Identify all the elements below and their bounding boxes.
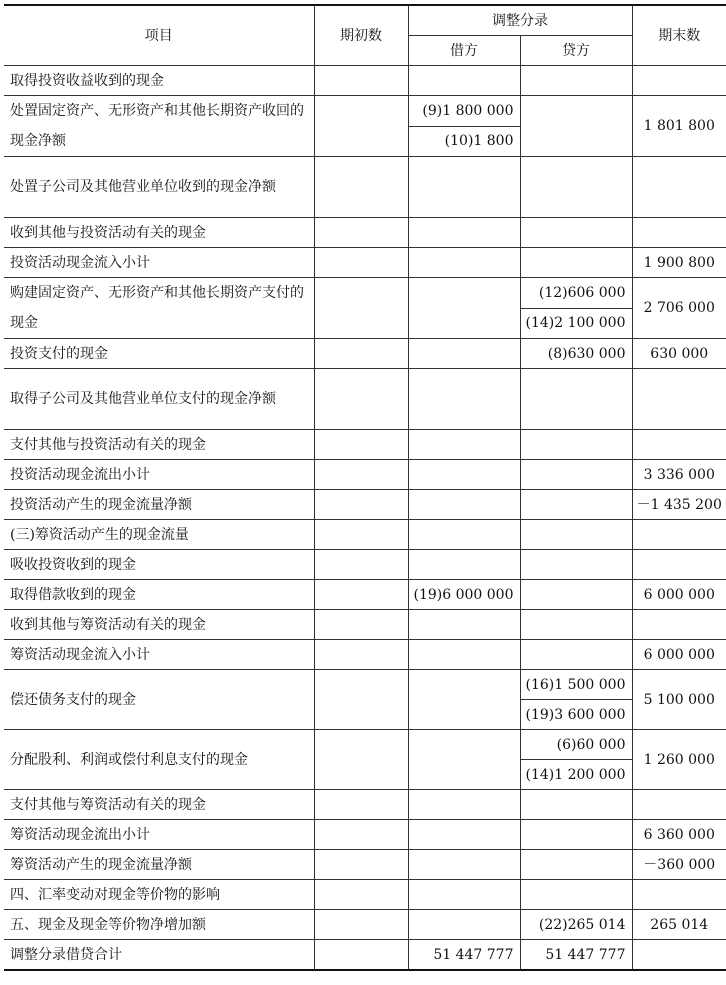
header-opening: 期初数 <box>314 5 408 66</box>
row-debit <box>408 640 520 670</box>
row-item: 筹资活动产生的现金流量净额 <box>4 850 314 880</box>
row-debit <box>408 790 520 820</box>
table-row <box>4 460 726 490</box>
row-closing: 2 706 000 <box>632 278 726 339</box>
row-opening <box>314 66 408 96</box>
row-closing <box>632 610 726 640</box>
row-credit <box>520 218 632 248</box>
row-credit <box>520 550 632 580</box>
row-closing <box>632 369 726 430</box>
table-row <box>4 940 726 971</box>
row-opening <box>314 910 408 940</box>
header-adjustments: 调整分录 <box>408 5 632 36</box>
row-credit <box>520 640 632 670</box>
row-closing: 1 900 800 <box>632 248 726 278</box>
row-closing: －360 000 <box>632 850 726 880</box>
table-row <box>4 640 726 670</box>
row-opening <box>314 790 408 820</box>
row-debit <box>408 339 520 369</box>
row-opening <box>314 820 408 850</box>
row-closing: 1 801 800 <box>632 96 726 157</box>
row-opening <box>314 850 408 880</box>
table-row <box>4 790 726 820</box>
row-closing <box>632 790 726 820</box>
row-credit <box>520 580 632 610</box>
row-debit <box>408 670 520 730</box>
table-row <box>4 278 726 309</box>
row-item: 筹资活动现金流出小计 <box>4 820 314 850</box>
row-opening <box>314 880 408 910</box>
row-item: 筹资活动现金流入小计 <box>4 640 314 670</box>
table-row <box>4 670 726 700</box>
row-debit <box>408 430 520 460</box>
table-row <box>4 910 726 940</box>
row-opening <box>314 278 408 339</box>
table-row <box>4 550 726 580</box>
header-item: 项目 <box>4 5 314 66</box>
table-row <box>4 430 726 460</box>
row-item: 分配股利、利润或偿付利息支付的现金 <box>4 730 314 790</box>
table-row <box>4 339 726 369</box>
row-credit: (22)265 014 <box>520 910 632 940</box>
row-debit <box>408 820 520 850</box>
row-debit <box>408 850 520 880</box>
row-item: 处置子公司及其他营业单位收到的现金净额 <box>4 157 314 218</box>
row-debit <box>408 248 520 278</box>
row-opening <box>314 157 408 218</box>
row-opening <box>314 218 408 248</box>
header-debit: 借方 <box>408 36 520 66</box>
row-item: 支付其他与筹资活动有关的现金 <box>4 790 314 820</box>
row-item: 取得子公司及其他营业单位支付的现金净额 <box>4 369 314 430</box>
row-opening <box>314 430 408 460</box>
row-closing: －1 435 200 <box>632 490 726 520</box>
row-item: 投资活动现金流入小计 <box>4 248 314 278</box>
row-opening <box>314 96 408 157</box>
row-debit: (19)6 000 000 <box>408 580 520 610</box>
row-closing: 6 000 000 <box>632 580 726 610</box>
row-opening <box>314 490 408 520</box>
table-row <box>4 730 726 760</box>
row-item: (三)筹资活动产生的现金流量 <box>4 520 314 550</box>
row-opening <box>314 640 408 670</box>
row-debit <box>408 66 520 96</box>
row-item: 收到其他与筹资活动有关的现金 <box>4 610 314 640</box>
row-credit <box>520 790 632 820</box>
row-closing <box>632 880 726 910</box>
row-item: 吸收投资收到的现金 <box>4 550 314 580</box>
row-credit: 51 447 777 <box>520 940 632 971</box>
row-credit <box>520 96 632 157</box>
row-closing: 3 336 000 <box>632 460 726 490</box>
row-item: 调整分录借贷合计 <box>4 940 314 971</box>
row-debit <box>408 218 520 248</box>
row-item: 取得借款收到的现金 <box>4 580 314 610</box>
row-item: 取得投资收益收到的现金 <box>4 66 314 96</box>
table-row <box>4 96 726 127</box>
table-row <box>4 490 726 520</box>
row-item: 投资支付的现金 <box>4 339 314 369</box>
table-row <box>4 820 726 850</box>
row-debit: (9)1 800 000 <box>408 96 520 127</box>
table-row <box>4 850 726 880</box>
row-credit <box>520 610 632 640</box>
header-credit: 贷方 <box>520 36 632 66</box>
row-closing <box>632 66 726 96</box>
row-opening <box>314 610 408 640</box>
row-debit <box>408 730 520 790</box>
row-credit <box>520 369 632 430</box>
row-debit <box>408 550 520 580</box>
row-credit: (19)3 600 000 <box>520 700 632 730</box>
row-debit <box>408 460 520 490</box>
row-debit: (10)1 800 <box>408 126 520 157</box>
row-closing: 1 260 000 <box>632 730 726 790</box>
row-closing <box>632 520 726 550</box>
row-credit: (8)630 000 <box>520 339 632 369</box>
table-row <box>4 610 726 640</box>
row-credit <box>520 490 632 520</box>
row-credit <box>520 820 632 850</box>
row-credit <box>520 850 632 880</box>
row-closing: 630 000 <box>632 339 726 369</box>
row-opening <box>314 369 408 430</box>
row-closing <box>632 550 726 580</box>
row-debit <box>408 910 520 940</box>
table-body <box>4 66 726 971</box>
row-item: 投资活动现金流出小计 <box>4 460 314 490</box>
row-closing <box>632 157 726 218</box>
row-item: 收到其他与投资活动有关的现金 <box>4 218 314 248</box>
row-closing: 5 100 000 <box>632 670 726 730</box>
row-item: 购建固定资产、无形资产和其他长期资产支付的现金 <box>4 278 314 339</box>
row-opening <box>314 520 408 550</box>
row-opening <box>314 730 408 790</box>
row-closing: 265 014 <box>632 910 726 940</box>
row-credit: (16)1 500 000 <box>520 670 632 700</box>
row-debit <box>408 157 520 218</box>
row-debit <box>408 880 520 910</box>
row-opening <box>314 460 408 490</box>
row-item: 四、汇率变动对现金等价物的影响 <box>4 880 314 910</box>
row-opening <box>314 670 408 730</box>
table-row <box>4 369 726 430</box>
table-row <box>4 157 726 218</box>
table-row <box>4 580 726 610</box>
row-credit <box>520 520 632 550</box>
table-row <box>4 880 726 910</box>
row-opening <box>314 550 408 580</box>
row-closing <box>632 430 726 460</box>
row-item: 五、现金及现金等价物净增加额 <box>4 910 314 940</box>
row-opening <box>314 580 408 610</box>
row-debit <box>408 610 520 640</box>
row-opening <box>314 248 408 278</box>
row-debit: 51 447 777 <box>408 940 520 971</box>
row-closing: 6 360 000 <box>632 820 726 850</box>
table-row <box>4 248 726 278</box>
row-credit: (12)606 000 <box>520 278 632 309</box>
row-credit <box>520 430 632 460</box>
row-opening <box>314 339 408 369</box>
row-item: 处置固定资产、无形资产和其他长期资产收回的现金净额 <box>4 96 314 157</box>
row-item: 投资活动产生的现金流量净额 <box>4 490 314 520</box>
row-debit <box>408 490 520 520</box>
row-credit <box>520 880 632 910</box>
row-credit <box>520 460 632 490</box>
row-item: 偿还债务支付的现金 <box>4 670 314 730</box>
row-item: 支付其他与投资活动有关的现金 <box>4 430 314 460</box>
table-row <box>4 66 726 96</box>
row-closing: 6 000 000 <box>632 640 726 670</box>
row-credit <box>520 66 632 96</box>
row-credit: (14)1 200 000 <box>520 760 632 790</box>
header-closing: 期末数 <box>632 5 726 66</box>
table-row <box>4 520 726 550</box>
row-debit <box>408 369 520 430</box>
row-credit: (6)60 000 <box>520 730 632 760</box>
row-credit: (14)2 100 000 <box>520 308 632 339</box>
row-closing <box>632 218 726 248</box>
row-opening <box>314 940 408 971</box>
cash-flow-adjustment-table <box>4 4 726 971</box>
row-credit <box>520 248 632 278</box>
row-debit <box>408 520 520 550</box>
table-row <box>4 218 726 248</box>
row-closing <box>632 940 726 971</box>
row-debit <box>408 278 520 339</box>
row-credit <box>520 157 632 218</box>
